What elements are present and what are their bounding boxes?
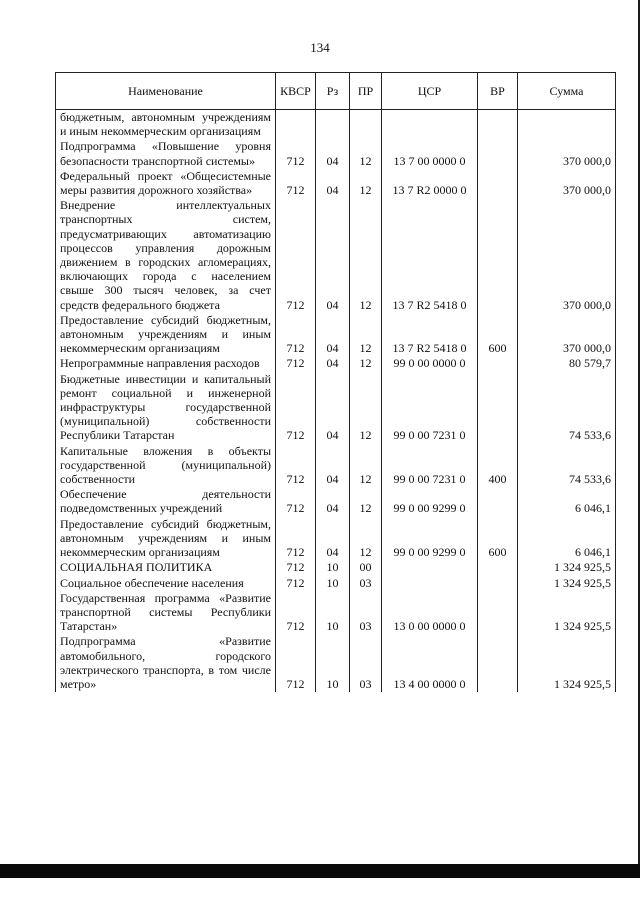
table-row <box>56 169 616 198</box>
row-vr <box>478 198 518 313</box>
row-kvsr: 712 <box>276 634 316 692</box>
table-row <box>56 487 616 516</box>
table-header-row <box>56 73 616 110</box>
row-pr: 12 <box>350 517 382 561</box>
header-csr: ЦСР <box>382 73 478 110</box>
scan-bottom-bar <box>0 864 640 878</box>
row-rz <box>316 110 350 140</box>
row-name: Бюджетные инвестиции и капитальный ремонт социальной и инженерной инфраструктуры государственной (муниципальной) собственности Республики Татарстан <box>56 372 276 444</box>
row-sum: 370 000,0 <box>518 169 616 198</box>
row-vr: 600 <box>478 313 518 357</box>
row-sum: 74 533,6 <box>518 372 616 444</box>
header-name: Наименование <box>56 73 276 110</box>
row-pr: 12 <box>350 198 382 313</box>
table-row <box>56 313 616 357</box>
row-pr: 03 <box>350 634 382 692</box>
budget-table <box>55 72 616 692</box>
row-sum: 1 324 925,5 <box>518 591 616 635</box>
row-csr: 13 7 R2 5418 0 <box>382 198 478 313</box>
row-csr: 13 7 00 0000 0 <box>382 139 478 168</box>
row-name: Предоставление субсидий бюджетным, автономным учреждениям и иным некоммерческим организациям <box>56 313 276 357</box>
row-kvsr <box>276 110 316 140</box>
row-csr: 99 0 00 0000 0 <box>382 356 478 371</box>
row-kvsr: 712 <box>276 591 316 635</box>
row-csr <box>382 560 478 575</box>
row-csr: 99 0 00 7231 0 <box>382 444 478 488</box>
table-row <box>56 198 616 313</box>
row-csr: 13 0 00 0000 0 <box>382 591 478 635</box>
row-vr <box>478 576 518 591</box>
row-sum: 370 000,0 <box>518 313 616 357</box>
row-sum: 370 000,0 <box>518 198 616 313</box>
row-name: СОЦИАЛЬНАЯ ПОЛИТИКА <box>56 560 276 575</box>
row-pr: 12 <box>350 372 382 444</box>
header-vr: ВР <box>478 73 518 110</box>
row-pr: 12 <box>350 444 382 488</box>
row-name: Подпрограмма «Развитие автомобильного, городского электрического транспорта, в том числе метро» <box>56 634 276 692</box>
row-sum: 1 324 925,5 <box>518 560 616 575</box>
table-row <box>56 517 616 561</box>
row-name: Внедрение интеллектуальных транспортных систем, предусматривающих автоматизацию процессов управления дорожным движением в городских агломерациях, включающих города с населением свыше 300 тысяч человек, за счет средств федерального бюджета <box>56 198 276 313</box>
row-vr <box>478 634 518 692</box>
row-sum: 370 000,0 <box>518 139 616 168</box>
row-kvsr: 712 <box>276 444 316 488</box>
row-vr <box>478 372 518 444</box>
table-row <box>56 444 616 488</box>
row-kvsr: 712 <box>276 560 316 575</box>
row-csr: 13 7 R2 5418 0 <box>382 313 478 357</box>
row-kvsr: 712 <box>276 372 316 444</box>
row-sum: 6 046,1 <box>518 487 616 516</box>
row-rz: 04 <box>316 517 350 561</box>
row-csr: 13 4 00 0000 0 <box>382 634 478 692</box>
row-pr: 03 <box>350 591 382 635</box>
header-pr: ПР <box>350 73 382 110</box>
row-pr <box>350 110 382 140</box>
row-rz: 10 <box>316 560 350 575</box>
row-kvsr: 712 <box>276 139 316 168</box>
row-vr <box>478 169 518 198</box>
row-vr <box>478 560 518 575</box>
page-number: 134 <box>310 40 330 55</box>
row-kvsr: 712 <box>276 313 316 357</box>
row-rz: 04 <box>316 372 350 444</box>
row-sum: 1 324 925,5 <box>518 634 616 692</box>
row-rz: 10 <box>316 576 350 591</box>
row-pr: 12 <box>350 487 382 516</box>
row-pr: 12 <box>350 139 382 168</box>
row-kvsr: 712 <box>276 356 316 371</box>
row-kvsr: 712 <box>276 517 316 561</box>
row-pr: 12 <box>350 356 382 371</box>
row-rz: 04 <box>316 139 350 168</box>
row-pr: 03 <box>350 576 382 591</box>
row-vr <box>478 356 518 371</box>
row-vr <box>478 591 518 635</box>
row-rz: 04 <box>316 356 350 371</box>
row-kvsr: 712 <box>276 198 316 313</box>
row-name: бюджетным, автономным учреждениям и иным некоммерческим организациям <box>56 110 276 140</box>
row-sum <box>518 110 616 140</box>
row-name: Предоставление субсидий бюджетным, автономным учреждениям и иным некоммерческим организациям <box>56 517 276 561</box>
row-name: Социальное обеспечение населения <box>56 576 276 591</box>
row-csr: 99 0 00 9299 0 <box>382 517 478 561</box>
row-rz: 04 <box>316 169 350 198</box>
row-csr <box>382 576 478 591</box>
row-rz: 04 <box>316 487 350 516</box>
table-body <box>56 110 616 693</box>
row-rz: 10 <box>316 591 350 635</box>
row-kvsr: 712 <box>276 576 316 591</box>
row-name: Подпрограмма «Повышение уровня безопасности транспортной системы» <box>56 139 276 168</box>
row-name: Капитальные вложения в объекты государственной (муниципальной) собственности <box>56 444 276 488</box>
row-csr: 99 0 00 7231 0 <box>382 372 478 444</box>
row-kvsr: 712 <box>276 487 316 516</box>
table-row <box>56 139 616 168</box>
row-sum: 6 046,1 <box>518 517 616 561</box>
row-vr: 400 <box>478 444 518 488</box>
row-vr <box>478 487 518 516</box>
header-sum: Сумма <box>518 73 616 110</box>
row-kvsr: 712 <box>276 169 316 198</box>
header-kvsr: КВСР <box>276 73 316 110</box>
header-rz: Рз <box>316 73 350 110</box>
row-rz: 04 <box>316 313 350 357</box>
row-csr: 99 0 00 9299 0 <box>382 487 478 516</box>
row-csr: 13 7 R2 0000 0 <box>382 169 478 198</box>
row-vr <box>478 139 518 168</box>
row-name: Государственная программа «Развитие транспортной системы Республики Татарстан» <box>56 591 276 635</box>
row-sum: 80 579,7 <box>518 356 616 371</box>
row-rz: 10 <box>316 634 350 692</box>
row-rz: 04 <box>316 444 350 488</box>
table-row <box>56 110 616 140</box>
row-sum: 74 533,6 <box>518 444 616 488</box>
table-row <box>56 560 616 575</box>
table-row <box>56 372 616 444</box>
row-pr: 12 <box>350 313 382 357</box>
row-name: Непрограммные направления расходов <box>56 356 276 371</box>
row-rz: 04 <box>316 198 350 313</box>
row-pr: 00 <box>350 560 382 575</box>
row-vr: 600 <box>478 517 518 561</box>
table-row <box>56 634 616 692</box>
row-csr <box>382 110 478 140</box>
table-row <box>56 591 616 635</box>
row-sum: 1 324 925,5 <box>518 576 616 591</box>
table-row <box>56 576 616 591</box>
table-row <box>56 356 616 371</box>
row-name: Федеральный проект «Общесистемные меры развития дорожного хозяйства» <box>56 169 276 198</box>
row-name: Обеспечение деятельности подведомственных учреждений <box>56 487 276 516</box>
row-vr <box>478 110 518 140</box>
row-pr: 12 <box>350 169 382 198</box>
